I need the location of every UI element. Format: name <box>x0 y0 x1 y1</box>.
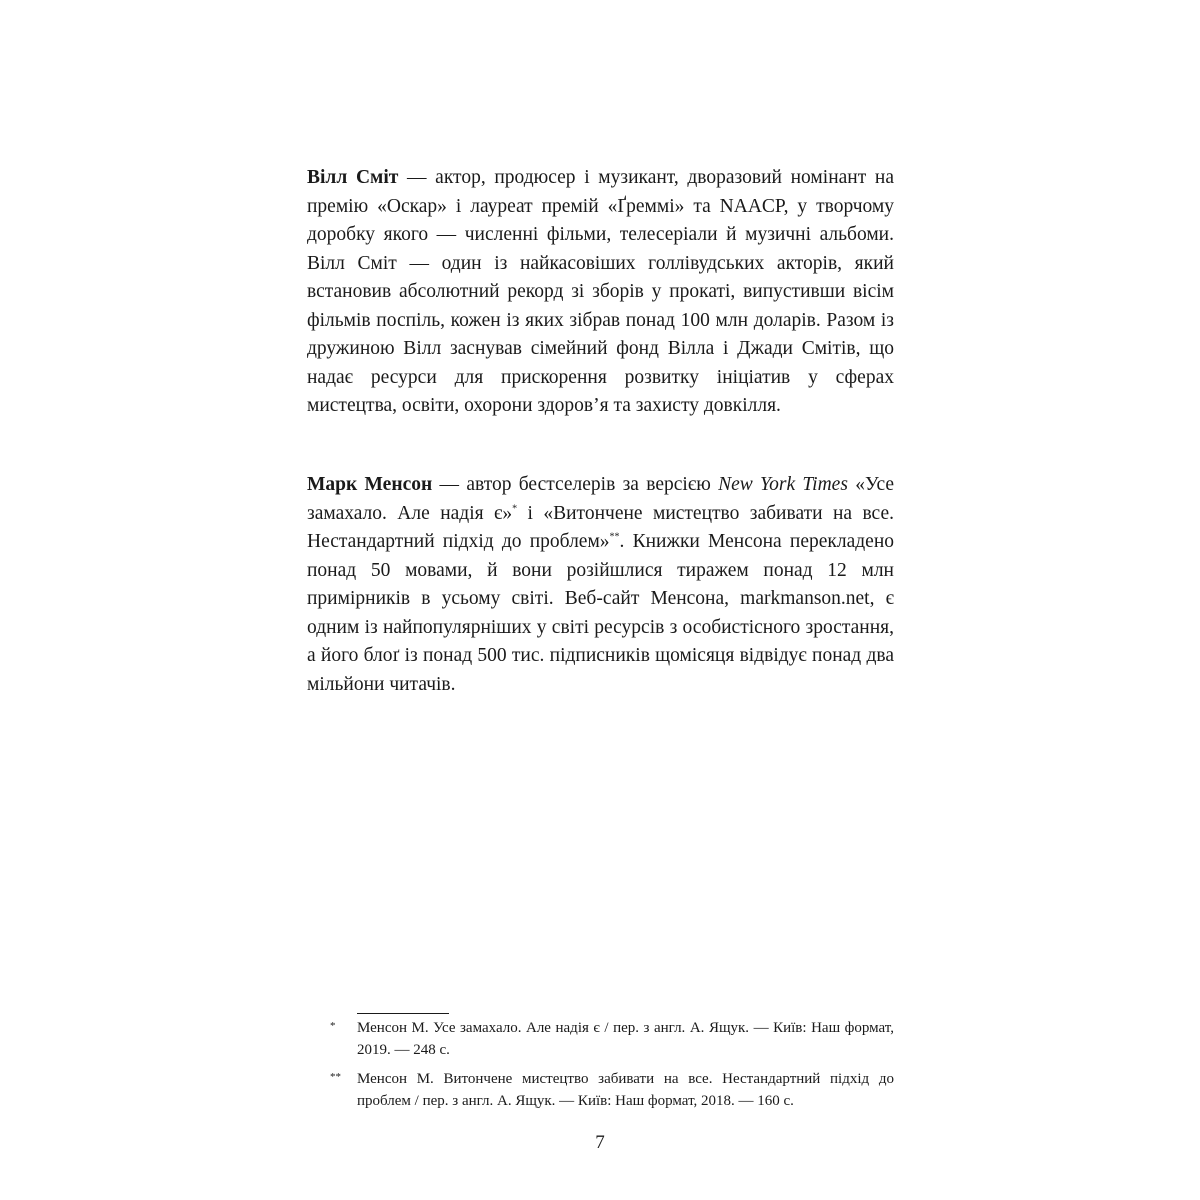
bio-mark-manson-text-4: . Книжки Менсона перекладено понад 50 мовами, й вони розійшлися тиражем понад 12 млн примірників в усьому світі. Веб-сайт Менсона, markmanson.net, є одним із найпопулярніших у світі ресурсів з особистісного зростання, а його блоґ із понад 500 тис. підписників щомісяця відвідує понад два мільйони читачів. <box>307 531 894 695</box>
page-number: 7 <box>595 1132 605 1153</box>
footnote-1-text: Менсон М. Усе замахало. Але надія є / пер. з англ. А. Ящук. — Київ: Наш формат, 2019. — 248 с. <box>357 1020 894 1058</box>
footnote-1 <box>330 1018 894 1061</box>
bio-will-smith-name: Вілл Сміт <box>307 167 399 188</box>
footnote-2 <box>330 1069 894 1112</box>
bio-will-smith <box>307 164 894 421</box>
footnote-divider <box>357 1013 449 1014</box>
bio-mark-manson-name: Марк Менсон <box>307 474 433 495</box>
footnotes <box>330 1018 894 1120</box>
bio-mark-manson-text-1: — автор бестселерів за версією <box>432 474 719 495</box>
publication-title: New York Times <box>718 474 848 495</box>
footnote-2-text: Менсон М. Витончене мистецтво забивати на все. Нестандартний підхід до проблем / пер. з англ. А. Ящук. — Київ: Наш формат, 2018. — 160 с. <box>357 1071 894 1109</box>
footnote-1-mark: * <box>330 1020 336 1032</box>
bio-will-smith-text: — актор, продюсер і музикант, дворазовий номінант на премію «Оскар» і лауреат премій «Ґреммі» та NAACP, у творчому доробку якого — численні фільми, телесеріали й музичні альбоми. Вілл Сміт — один із найкасовіших голлівудських акторів, який встановив абсолютний рекорд зі зборів у прокаті, випустивши вісім фільмів поспіль, кожен із яких зібрав понад 100 млн доларів. Разом із дружиною Вілл заснував сімейний фонд Вілла і Джади Смітів, що надає ресурси для прискорення розвитку ініціатив у сферах мистецтва, освіти, охорони здоров’я та захисту довкілля. <box>307 167 895 416</box>
footnote-reference-2: ** <box>609 531 620 543</box>
footnote-reference-1: * <box>512 503 518 514</box>
bio-mark-manson-text-3: і «Витончене мистецтво забивати на все. Нестандартний підхід до проблем» <box>307 502 894 552</box>
bio-mark-manson-text-2: «Усе замахало. Але надія є» <box>307 474 894 524</box>
bio-mark-manson <box>307 471 894 699</box>
footnote-2-mark: ** <box>330 1071 341 1083</box>
